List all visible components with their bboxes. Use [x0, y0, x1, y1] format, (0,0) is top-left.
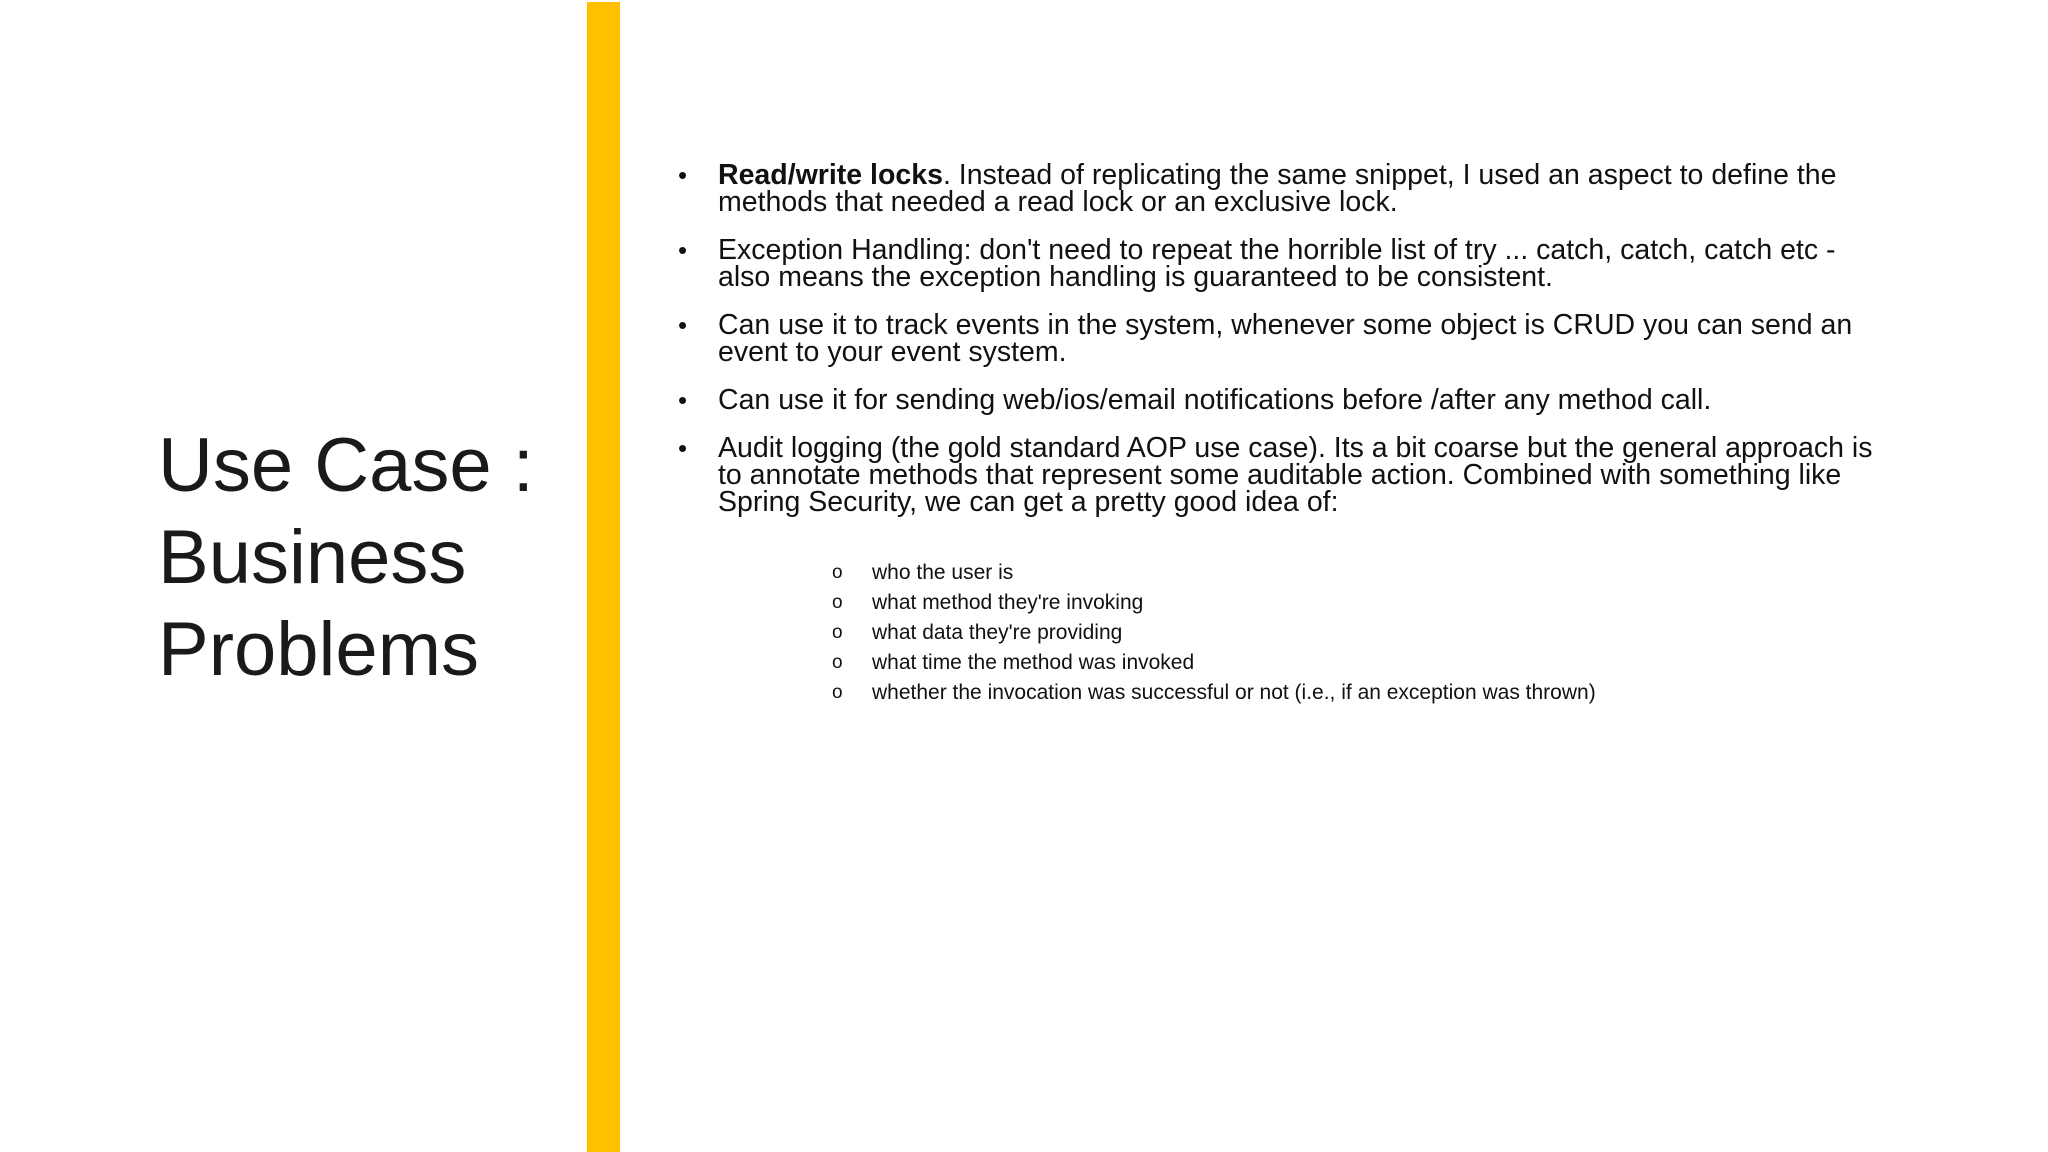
bullet-text: . Instead of replicating the same snippet, I used an aspect to define the methods that needed a read lock or an exclusive lock.: [718, 159, 1837, 218]
bullet-text: Exception Handling: don't need to repeat the horrible list of try ... catch, catch, catch etc - also means the exception handling is guaranteed to be consistent.: [718, 234, 1836, 293]
circle-bullet-icon: o: [832, 562, 843, 583]
bullet-text: Audit logging (the gold standard AOP use case). Its a bit coarse but the general approach is to annotate methods that represent some auditable action. Combined with something like Spring Security, we can get a pretty good idea of:: [718, 432, 1873, 518]
sub-bullet-text: what method they're invoking: [872, 591, 1144, 614]
bullet-list: [675, 159, 1890, 518]
circle-bullet-icon: o: [832, 652, 843, 673]
bullet-item: [675, 384, 1890, 416]
bullet-icon: •: [678, 433, 688, 463]
bullet-bold-text: Read/write locks: [718, 159, 943, 191]
circle-bullet-icon: o: [832, 592, 843, 613]
bullet-icon: •: [678, 385, 688, 415]
bullet-text: Can use it for sending web/ios/email notifications before /after any method call.: [718, 384, 1712, 416]
bullet-item: [675, 309, 1890, 368]
title-line-3: Problems: [158, 607, 479, 692]
sub-bullet-text: who the user is: [872, 561, 1014, 584]
bullet-item: [675, 234, 1890, 293]
sub-bullet-item: [832, 558, 1596, 588]
sub-bullet-item: [832, 618, 1596, 648]
content-area: [675, 159, 1890, 537]
sub-bullet-item: [832, 588, 1596, 618]
bullet-item: [675, 159, 1890, 218]
circle-bullet-icon: o: [832, 622, 843, 643]
slide-title: [158, 420, 558, 696]
accent-divider-bar: [587, 2, 620, 1152]
circle-bullet-icon: o: [832, 682, 843, 703]
sub-bullet-item: [832, 678, 1596, 708]
bullet-item: [675, 432, 1890, 518]
sub-bullet-text: whether the invocation was successful or not (i.e., if an exception was thrown): [872, 681, 1596, 704]
sub-bullet-list: [832, 558, 1596, 708]
sub-bullet-text: what time the method was invoked: [872, 651, 1195, 674]
bullet-icon: •: [678, 160, 688, 190]
bullet-icon: •: [678, 235, 688, 265]
bullet-icon: •: [678, 310, 688, 340]
bullet-text: Can use it to track events in the system, whenever some object is CRUD you can send an event to your event system.: [718, 309, 1853, 368]
sub-bullet-item: [832, 648, 1596, 678]
sub-bullet-text: what data they're providing: [872, 621, 1123, 644]
title-line-1: Use Case :: [158, 423, 534, 508]
title-line-2: Business: [158, 515, 467, 600]
